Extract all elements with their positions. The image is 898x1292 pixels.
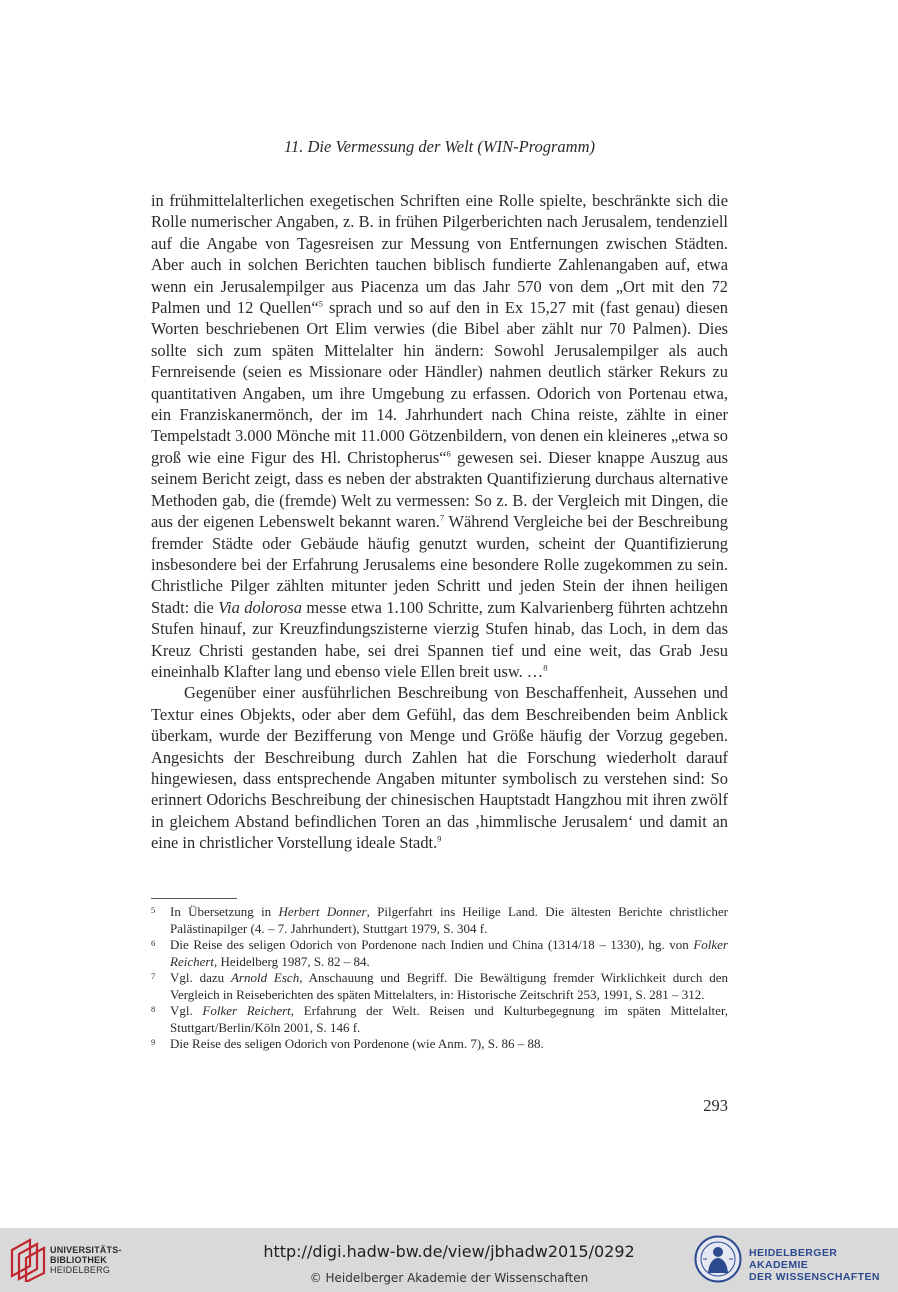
page-number: 293	[703, 1096, 728, 1115]
italic-term: Via dolorosa	[218, 597, 302, 617]
footnote-text: , Pilgerfahrt ins Heilige Land. Die ältesten Berichte christlicher Palästinapilger (4. – 7. Jahrhundert), Stuttgart 1979, S. 304 f.	[170, 904, 728, 936]
paragraph-1-part-5: messe etwa 1.100 Schritte, zum Kalvarienberg führten achtzehn Stufen hinauf, zur Kreuzfindungszisterne vierzig Stufen hinab, das Loch, in dem das Kreuz Christi gestanden habe, sei drei Spannen tief und eine weit, das Grab Jesu eineinhalb Klafter lang und ebenso viele Ellen breit usw. …	[151, 597, 728, 681]
footnote	[151, 937, 728, 970]
paragraph-2-text: Gegenüber einer ausführlichen Beschreibung von Beschaffenheit, Aussehen und Textur eines Objekts, oder aber dem Gefühl, das dem Beschreibenden beim Anblick überkam, wurde der Bezifferung von Menge und Größe häufig der Vorzug gegeben. Angesichts der Beschreibung durch Zahlen hat die Forschung wiederholt darauf hingewiesen, dass entsprechende Angaben mitunter symbolisch zu verstehen sind: So erinnert Odorichs Beschreibung der chinesischen Hauptstadt Hangzhou mit ihren zwölf in gleichem Abstand befindlichen Toren an das ‚himmlische Jerusalem‘ und damit an eine in christlicher Vorstellung ideale Stadt.	[151, 683, 728, 853]
footnote-number: 5	[151, 905, 156, 915]
footnote-text: Vgl.	[170, 1003, 203, 1018]
footnote-text: , Erfahrung der Welt. Reisen und Kulturbegegnung im späten Mittelalter, Stuttgart/Berlin/Köln 2001, S. 146 f.	[170, 1003, 728, 1035]
paragraph-1	[151, 190, 728, 682]
hadw-line-1: HEIDELBERGER AKADEMIE	[749, 1247, 838, 1271]
footnote-ref-9[interactable]: 9	[437, 833, 442, 844]
body-text	[151, 190, 728, 854]
footnote	[151, 1036, 728, 1053]
paragraph-1-part-4: Während Vergleiche bei der Beschreibung fremder Städte oder Gebäude häufig genutzt wurden, scheint der Quantifizierung insbesondere bei der Erfahrung Jerusalems eine besondere Rolle zugekommen zu sein. Christliche Pilger zählten mitunter jeden Schritt und jeden Stein der ihnen heiligen Stadt: die	[151, 512, 728, 617]
footnote-author: Arnold Esch	[230, 970, 300, 985]
ub-line-2: BIBLIOTHEK	[50, 1255, 107, 1265]
footnote-rule	[151, 898, 237, 899]
footnote-author: Folker Reichert	[170, 937, 728, 969]
footnote	[151, 1003, 728, 1036]
paragraph-1-part-2: sprach und so auf den in Ex 15,27 mit (fast genau) diesen Worten beschriebenen Ort Elim verwies (die Bibel aber zählt nur 70 Palmen). Dies sollte sich zum späten Mittelalter hin ändern: Sowohl Jerusalempilger als auch Fernreisende (seien es Missionare oder Händler) nahmen deutlich stärker Rekurs zu quantitativen Angaben, um ihre Umgebung zu erfassen. Odorich von Portenau etwa, ein Franziskanermönch, der im 14. Jahrhundert nach China reiste, zählte in einer Tempelstadt 3.000 Mönche mit 11.000 Götzenbildern, von denen ein kleineres „etwa so groß wie eine Figur des Hl. Christopherus“	[151, 298, 728, 467]
paragraph-1-part-1: in frühmittelalterlichen exegetischen Schriften eine Rolle spielte, beschränkte sich die Rolle numerischer Angaben, z. B. in frühen Pilgerberichten nach Jerusalem, tendenziell auf die Angabe von Tagesreisen zur Messung von Entfernungen zwischen Städten. Aber auch in solchen Berichten tauchen biblisch fundierte Zahlenangaben auf, etwa wenn ein Jerusalempilger aus Piacenza um das Jahr 570 von dem „Ort mit den 72 Palmen und 12 Quellen“	[151, 191, 728, 318]
copyright-notice: © Heidelberger Akademie der Wissenschaften	[309, 1271, 589, 1285]
running-head: 11. Die Vermessung der Welt (WIN-Programm)	[283, 137, 595, 156]
ub-line-3: HEIDELBERG	[50, 1265, 111, 1275]
footnote-ref-8[interactable]: 8	[543, 662, 548, 673]
footnote-text: Die Reise des seligen Odorich von Pordenone (wie Anm. 7), S. 86 – 88.	[170, 1036, 544, 1051]
footnote-ref-6[interactable]: 6	[446, 448, 451, 459]
footnote	[151, 970, 728, 1003]
footnote-ref-7[interactable]: 7	[439, 512, 445, 523]
footnote-number: 9	[151, 1037, 156, 1047]
footnote	[151, 904, 728, 937]
footnote-text: , Anschauung und Begriff. Die Bewältigung fremder Wirklichkeit durch den Vergleich in Reiseberichten des späten Mittelalters, in: Historische Zeitschrift 253, 1991, S. 281 – 312.	[170, 970, 729, 1002]
footnote-author: Herbert Donner	[278, 904, 367, 919]
footnote-text: Die Reise des seligen Odorich von Pordenone nach Indien und China (1314/18 – 1330), hg. von	[170, 937, 694, 952]
footnote-text: In Übersetzung in	[170, 904, 279, 919]
footnote-text: , Heidelberg 1987, S. 82 – 84.	[214, 953, 370, 969]
permalink-url[interactable]: http://digi.hadw-bw.de/view/jbhadw2015/0292	[263, 1242, 635, 1261]
footnote-number: 8	[151, 1004, 156, 1014]
footnotes	[151, 904, 728, 1053]
footnote-ref-5[interactable]: 5	[318, 298, 323, 309]
footnote-author: Folker Reichert	[202, 1003, 291, 1018]
paragraph-2	[151, 682, 728, 853]
academy-seal-icon[interactable]	[694, 1235, 742, 1283]
footnote-text: Vgl. dazu	[170, 970, 231, 985]
academy-logo-text[interactable]	[749, 1247, 898, 1283]
ub-line-1: UNIVERSITÄTS-	[50, 1245, 122, 1255]
hadw-line-2: DER WISSENSCHAFTEN	[749, 1271, 880, 1283]
footnote-number: 7	[151, 971, 156, 981]
footnote-number: 6	[151, 938, 156, 948]
viewer-banner	[0, 1228, 898, 1292]
paragraph-1-part-3: gewesen sei. Dieser knappe Auszug aus seinem Bericht zeigt, dass es neben der abstrakten Quantifizierung durchaus alternative Methoden gab, die (fremde) Welt zu vermessen: So z. B. der Vergleich mit Dingen, die aus der eigenen Lebenswelt bekannt waren.	[151, 447, 728, 532]
